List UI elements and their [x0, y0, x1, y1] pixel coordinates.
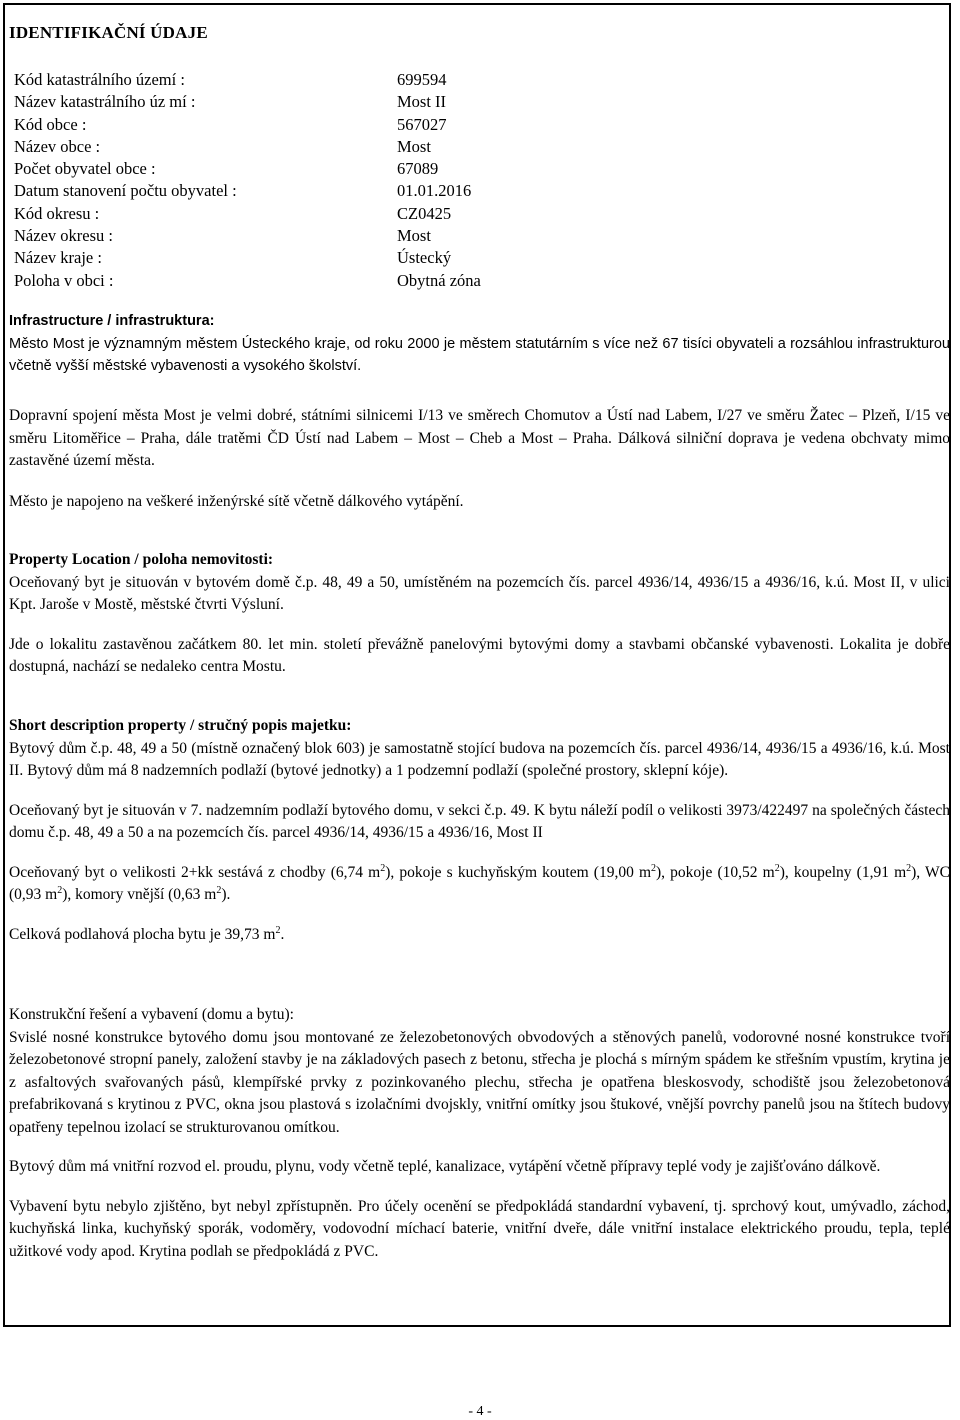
identification-row — [14, 225, 614, 247]
infrastructure-section — [9, 310, 950, 378]
identification-row — [14, 69, 614, 91]
identification-row — [14, 180, 614, 202]
superscript: 2 — [906, 862, 912, 874]
locality-paragraph: Jde o lokalitu zastavěnou začátkem 80. let min. století převážně panelovými bytovými domy a stavbami občanské vybavenosti. Lokalita je dobře dostupná, nachází se nedaleko centra Mostu. — [9, 635, 950, 675]
identification-value: Obytná zóna — [397, 270, 481, 290]
page-number: - 4 - — [468, 1404, 492, 1419]
identification-row — [14, 114, 614, 136]
rooms-text: ), komory vnější (0,63 m — [62, 886, 217, 903]
flat-rooms-paragraph — [9, 862, 950, 907]
rooms-text: ), koupelny (1,91 m — [779, 863, 907, 881]
identification-value: Most — [397, 136, 431, 156]
identification-label: Počet obyvatel obce : — [14, 159, 156, 179]
identification-value: Ústecký — [397, 248, 452, 268]
identification-label: Kód obce : — [14, 114, 87, 134]
floor-area-text: . — [280, 925, 285, 943]
identification-row — [14, 91, 614, 113]
location-section — [9, 549, 950, 679]
location-title: Property Location / poloha nemovitosti: — [9, 551, 274, 568]
page-title: IDENTIFIKAČNÍ ÚDAJE — [9, 23, 208, 42]
construction-paragraph: Svislé nosné konstrukce bytového domu jsou montované ze železobetonových obvodových a stěnových panelů, vodorovné nosné konstrukce tvoří železobetonové stropní panely, založení stavby je na základových pasech z betonu, střecha je plochá s mírným spádem ke střešním vpustím, krytina je z asfaltových svařovaných pásů, klempířské prvky z pozinkovaného plechu, střecha je opatřena bleskosvody, schodiště jsou železobetonová prefabrikovaná s krytinou z PVC, okna jsou plastová s izolačními dvojskly, vnitřní omítky jsou štukové, vnější povrchy panelů jsou na štítech budovy opatřeny tepelnou izolací se strukturovanou omítkou. — [9, 1028, 950, 1136]
transport-section — [9, 405, 950, 513]
identification-value: 699594 — [397, 70, 447, 89]
identification-value: Most — [397, 226, 431, 246]
floor-area-text: Celková podlahová plocha bytu je 39,73 m — [9, 925, 276, 943]
identification-value: 567027 — [397, 114, 447, 134]
identification-label: Poloha v obci : — [14, 270, 114, 290]
superscript: 2 — [216, 884, 222, 896]
identification-label: Kód katastrálního území : — [14, 70, 185, 89]
rooms-text: ), pokoje (10,52 m — [656, 863, 775, 881]
infrastructure-text: Město Most je významným městem Ústeckého kraje, od roku 2000 je městem statutárním s více než 67 tisíci obyvateli a rozsáhlou infrastrukturou včetně vyšší městské vybavenosti a vysokého školství. — [9, 335, 950, 374]
rooms-text: ), WC (0,93 m — [9, 863, 950, 903]
transport-paragraph: Dopravní spojení města Most je velmi dobré, státními silnicemi I/13 ve směrech Chomutov a Ústí nad Labem, I/27 ve směru Žatec – Plzeň, I/15 ve směru Litoměřice – Praha, dále tratěmi ČD Ústí nad Labem – Most – Cheb a Most – Praha. Dálková silniční doprava je vedena obchvaty mimo zastavěné území města. — [9, 407, 950, 469]
identification-label: Datum stanovení počtu obyvatel : — [14, 181, 237, 201]
identification-label: Název obce : — [14, 136, 101, 156]
building-paragraph: Bytový dům č.p. 48, 49 a 50 (místně označený blok 603) je samostatně stojící budova na pozemcích čís. parcel 4936/14, 4936/15 a 4936/16, k.ú. Most II. Bytový dům má 8 nadzemních podlaží (bytové jednotky) a 1 podzemní podlaží (společné prostory, sklepní kóje). — [9, 739, 950, 779]
identification-label: Název kraje : — [14, 248, 102, 268]
rooms-text: ), pokoje s kuchyňským koutem (19,00 m — [385, 863, 652, 881]
construction-section — [9, 1004, 950, 1263]
identification-label: Název okresu : — [14, 226, 113, 246]
rooms-text: Oceňovaný byt o velikosti 2+kk sestává z chodby (6,74 m — [9, 863, 381, 881]
superscript: 2 — [275, 924, 281, 936]
identification-row — [14, 136, 614, 158]
equipment-paragraph: Vybavení bytu nebylo zjištěno, byt nebyl zpřístupněn. Pro účely ocenění se předpokládá standardní vybavení, tj. sprchový kout, umývadlo, záchod, kuchyňská linka, kuchyňský sporák, vodoměry, vodovodní míchací baterie, vnitřní dveře, dále vnitřní instalace elektrického proudu, tepla, teplé užitkové vody apod. Krytina podlah se předpokládá z PVC. — [9, 1197, 950, 1260]
identification-label: Kód okresu : — [14, 203, 100, 223]
description-section — [9, 715, 950, 946]
identification-row — [14, 203, 614, 225]
location-paragraph: Oceňovaný byt je situován v bytovém domě č.p. 48, 49 a 50, umístěném na pozemcích čís. parcel 4936/14, 4936/15 a 4936/16, k.ú. Most II, v ulici Kpt. Jaroše v Mostě, městské čtvrti Výsluní. — [9, 573, 950, 613]
floor-area-paragraph — [9, 924, 950, 947]
identification-row — [14, 270, 614, 292]
identification-table — [14, 69, 614, 292]
identification-value: Most II — [397, 92, 447, 112]
description-title: Short description property / stručný popis majetku: — [9, 717, 352, 734]
flat-location-paragraph: Oceňovaný byt je situován v 7. nadzemním podlaží bytového domu, v sekci č.p. 49. K bytu náleží podíl o velikosti 3973/422497 na společných částech domu č.p. 48, 49 a 50 a na pozemcích čís. parcel 4936/14, 4936/15 a 4936/16, Most II — [9, 801, 950, 841]
utilities-paragraph: Město je napojeno na veškeré inženýrské sítě včetně dálkového vytápění. — [9, 492, 464, 510]
superscript: 2 — [774, 862, 780, 874]
superscript: 2 — [57, 884, 63, 896]
identification-value: 01.01.2016 — [397, 181, 472, 201]
construction-title: Konstrukční řešení a vybavení (domu a bytu): — [9, 1006, 294, 1023]
utilities-distribution-paragraph: Bytový dům má vnitřní rozvod el. proudu, plynu, vody včetně teplé, kanalizace, vytápění včetně přípravy teplé vody je zajišťováno dálkově. — [9, 1158, 881, 1175]
identification-row — [14, 158, 614, 180]
rooms-text: ). — [221, 886, 231, 903]
identification-row — [14, 247, 614, 269]
identification-value: CZ0425 — [397, 203, 452, 223]
identification-value: 67089 — [397, 159, 439, 179]
identification-label: Název katastrálního úz mí : — [14, 92, 196, 112]
infrastructure-title: Infrastructure / infrastruktura: — [9, 313, 215, 329]
superscript: 2 — [380, 862, 386, 874]
superscript: 2 — [651, 862, 657, 874]
